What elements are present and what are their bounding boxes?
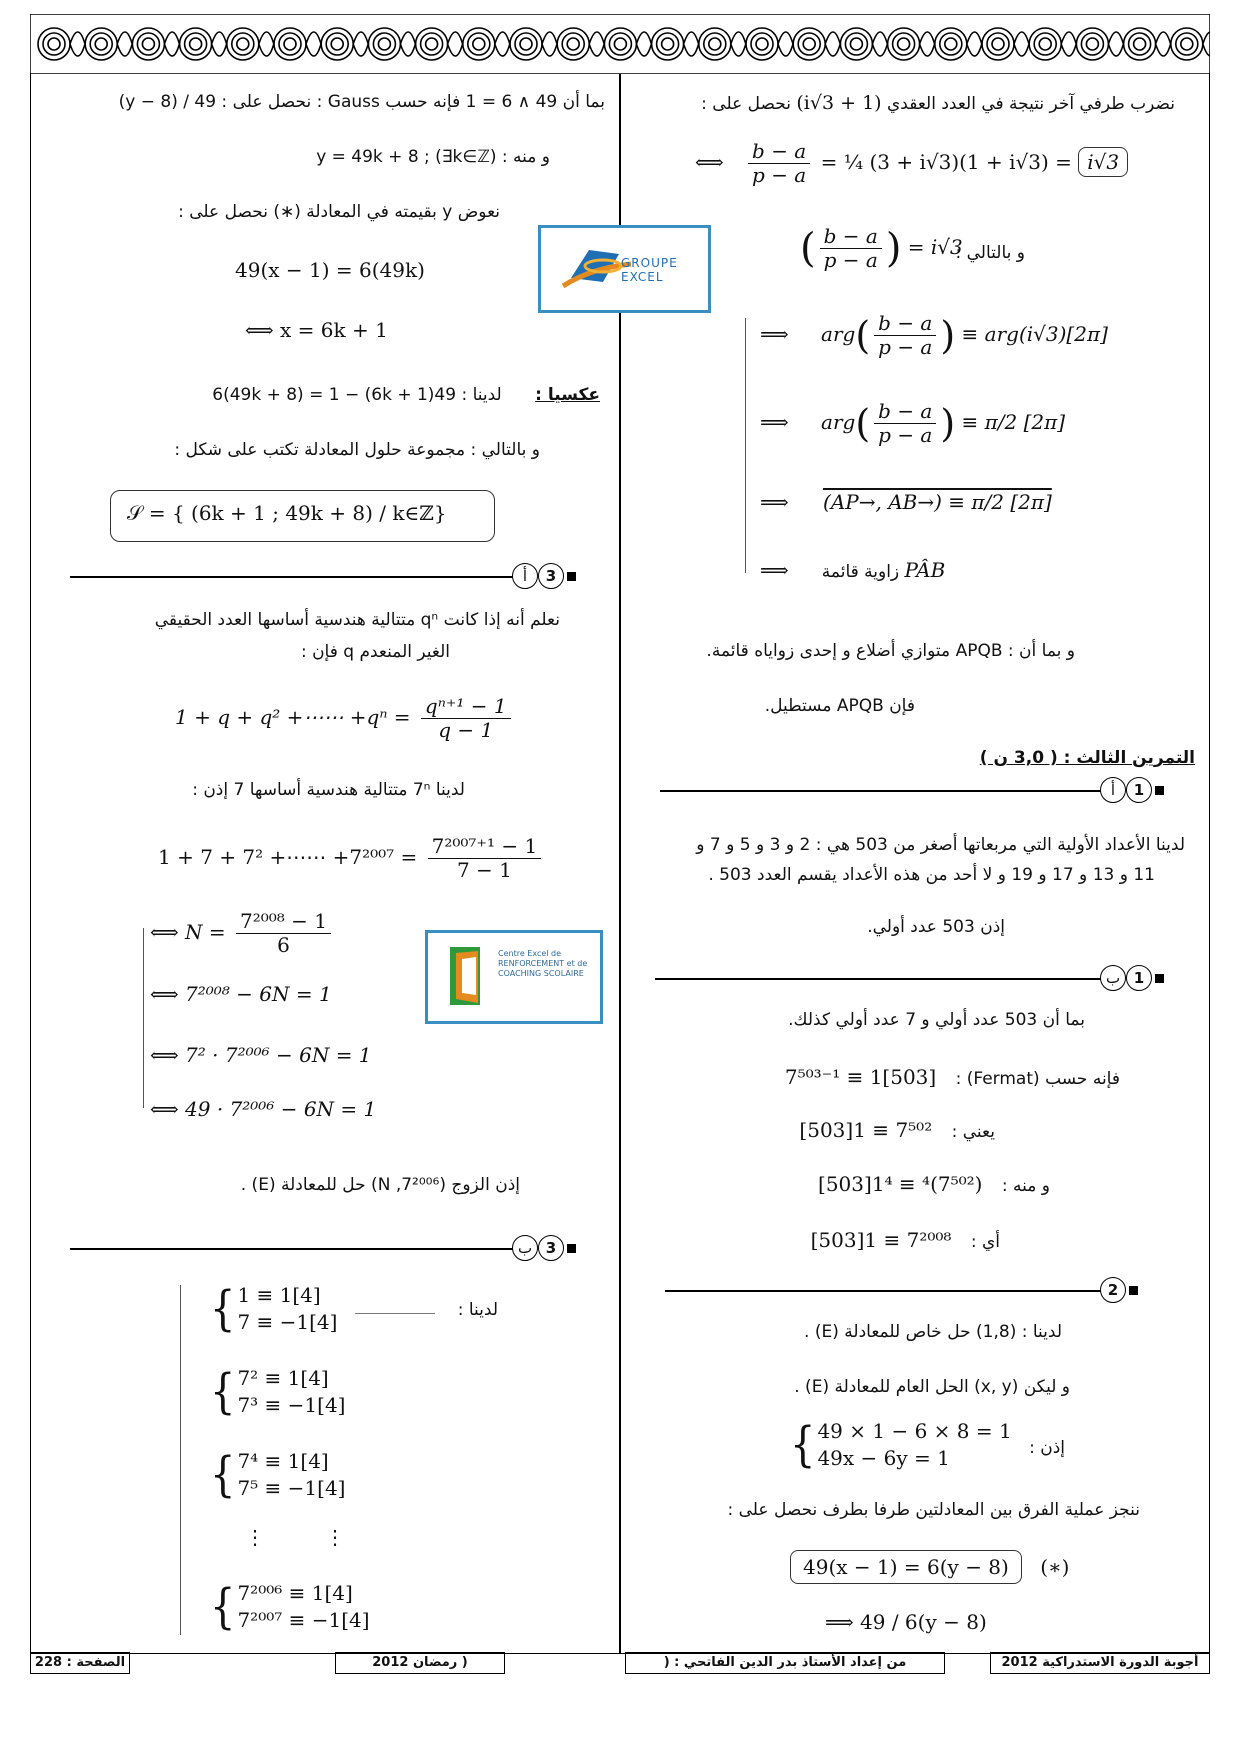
congruence-pair-2: { 7² ≡ 1[4] 7³ ≡ −1[4] <box>210 1364 346 1420</box>
geometric-sum: 1 + q + q² +⋯⋯ +qⁿ = $\frac{\text{qⁿ⁺¹ − 1}}{q - 1}$ <box>175 695 515 742</box>
arg-line-1: ⟹ arg( $\frac{b - a}{p - a}$ ) ≡ arg(i√3)[2π] <box>760 311 1108 359</box>
fermat-line: فإنه حسب (Fermat) : 7⁵⁰³⁻¹ ≡ 1[503] <box>784 1065 1120 1089</box>
then-label: و بالتالي : <box>955 243 1025 263</box>
pair-solution-text: إذن الزوج (7²⁰⁰⁶, N) حل للمعادلة (E) . <box>240 1175 520 1195</box>
equation-a: 49(x − 1) = 6(49k) <box>235 258 425 282</box>
geometric-line-2: الغير المنعدم q فإن : <box>300 642 450 662</box>
arg-line-4: ⟹ PÂB زاوية قائمة <box>760 558 946 582</box>
primes-line-2: 11 و 13 و 17 و 19 و لا أحد من هذه الأعداد يقسم العدد 503 . <box>708 865 1155 885</box>
system-2: { 49 × 1 − 6 × 8 = 1 49x − 6y = 1 <box>790 1417 1012 1473</box>
section-3b-marker: ب 3 <box>512 1235 576 1261</box>
n-equation-1: ⟺ N = $\frac{\text{7²⁰⁰⁸ − 1}}{6}$ <box>150 910 335 957</box>
section-rule-2 <box>665 1290 1110 1292</box>
footer-title: أجوبة الدورة الاستدراكية 2012 <box>990 1652 1210 1674</box>
converse-line: عكسيا : لدينا : 49(6k + 1) − 6(49k + 8) = 1 <box>212 385 600 405</box>
groupe-excel-logo <box>538 225 711 313</box>
solutions-text: و بالتالي : مجموعة حلول المعادلة تكتب على شكل : <box>174 440 540 460</box>
difference-text: ننجز عملية الفرق بين المعادلتين طرفا بطرف نحصل على : <box>727 1500 1140 1520</box>
ie-line: أي : 7²⁰⁰⁸ ≡ 1[503] <box>810 1228 1000 1252</box>
boxed-equation: 49(x − 1) = 6(y − 8) (∗) <box>790 1550 1069 1584</box>
logo-2-text: Centre Excel de RENFORCEMENT et de COACHING SCOLAIRE <box>498 949 588 978</box>
hence-line: و منه : (7⁵⁰²)⁴ ≡ 1⁴[503] <box>818 1172 1050 1196</box>
geometric-line-1: نعلم أنه إذا كانت qⁿ متتالية هندسية أساسها العدد الحقيقي <box>154 610 560 630</box>
centre-excel-logo <box>425 930 603 1024</box>
logo-1-text: GROUPE EXCEL <box>621 256 678 284</box>
solution-set-box: 𝒮 = { (6k + 1 ; 49k + 8) / k∈ℤ} <box>110 490 495 542</box>
section-rule-1a <box>660 790 1110 792</box>
dots-right: ⋮ <box>325 1525 345 1549</box>
congruence-pair-1: { 1 ≡ 1[4] 7 ≡ −1[4] <box>210 1281 338 1337</box>
y-expression: و منه : y = 49k + 8 ; (∃k∈ℤ) <box>316 147 550 167</box>
section-rule-3a <box>70 576 520 578</box>
have-label: لدينا : <box>457 1300 498 1320</box>
parallelogram-text: و بما أن : APQB متوازي أضلاع و إحدى زواياه قائمة. <box>706 641 1075 661</box>
equivalence-bar <box>143 928 144 1108</box>
implication-bar <box>745 318 746 573</box>
dots-left: ⋮ <box>245 1525 265 1549</box>
intro-line: نضرب طرفي آخر نتيجة في العدد العقدي (1 + i√3) نحصل على : <box>701 92 1175 114</box>
seven-sum: 1 + 7 + 7² +⋯⋯ +7²⁰⁰⁷ = $\frac{\text{7²⁰⁰⁷⁺¹ − 1}}{7 - 1}$ <box>158 835 545 882</box>
section-rule-3b <box>70 1248 520 1250</box>
means-line: يعني : 7⁵⁰² ≡ 1[503] <box>799 1118 995 1142</box>
n-equation-2: ⟺ 7²⁰⁰⁸ − 6N = 1 <box>150 982 332 1006</box>
footer-author: من إعداد الأستاذ بدر الدين الفاتحي : ( <box>625 1652 945 1674</box>
arg-line-2: ⟹ arg( $\frac{b - a}{p - a}$ ) ≡ π/2 [2π] <box>760 399 1066 447</box>
general-solution: و ليكن (x, y) الحل العام للمعادلة (E) . <box>794 1377 1070 1397</box>
footer-month: ( رمضان 2012 <box>335 1652 505 1674</box>
short-rule <box>355 1313 435 1314</box>
primes-line-1: لدينا الأعداد الأولية التي مربعاتها أصغر من 503 هي : 2 و 3 و 5 و 7 و <box>696 835 1185 855</box>
particular-solution: لدينا : (1,8) حل خاص للمعادلة (E) . <box>804 1322 1062 1342</box>
exercise-3-title: التمرين الثالث : ( 3,0 ن ) <box>979 748 1195 768</box>
section-1a-marker: أ 1 <box>1100 777 1164 803</box>
section-2-marker: 2 <box>1100 1277 1138 1303</box>
gauss-line: بما أن 49 ∧ 6 = 1 فإنه حسب Gauss : نحصل على : 49 / (y − 8) <box>118 92 605 112</box>
n-equation-4: ⟺ 49 · 7²⁰⁰⁶ − 6N = 1 <box>150 1097 377 1121</box>
so-label: إذن : <box>1029 1438 1065 1458</box>
congruence-pair-4: { 7²⁰⁰⁶ ≡ 1[4] 7²⁰⁰⁷ ≡ −1[4] <box>210 1579 370 1635</box>
rectangle-text: فإن APQB مستطيل. <box>764 696 915 716</box>
section-1b-marker: ب 1 <box>1100 965 1164 991</box>
arg-line-3: ⟹ (AP→, AB→) ≡ π/2 [2π] <box>760 490 1052 514</box>
n-equation-3: ⟺ 7² · 7²⁰⁰⁶ − 6N = 1 <box>150 1043 372 1067</box>
prime-conclusion: إذن 503 عدد أولي. <box>867 917 1005 937</box>
equation-1: ⟺ $\frac{b - a}{p - a}$ = ¼ (3 + i√3)(1 + i√3) = i√3 <box>695 140 1128 187</box>
congruence-pair-3: { 7⁴ ≡ 1[4] 7⁵ ≡ −1[4] <box>210 1447 346 1503</box>
equation-2: ( $\frac{b - a}{p - a}$ ) = i√3 <box>800 224 963 272</box>
congruence-bar <box>180 1285 181 1635</box>
substitute-text: نعوض y بقيمته في المعادلة (∗) نحصل على : <box>178 202 500 222</box>
seven-sequence-text: لدينا 7ⁿ متتالية هندسية أساسها 7 إذن : <box>192 780 465 800</box>
equation-b: ⟺ x = 6k + 1 <box>245 318 388 342</box>
section-3a-marker: أ 3 <box>512 563 576 589</box>
divides-line: ⟹ 49 / 6(y − 8) <box>825 1610 987 1634</box>
decorative-border <box>30 14 1210 74</box>
footer-page-number: الصفحة : 228 <box>30 1652 130 1674</box>
section-rule-1b <box>655 978 1110 980</box>
since-prime: بما أن 503 عدد أولي و 7 عدد أولي كذلك. <box>788 1010 1085 1030</box>
